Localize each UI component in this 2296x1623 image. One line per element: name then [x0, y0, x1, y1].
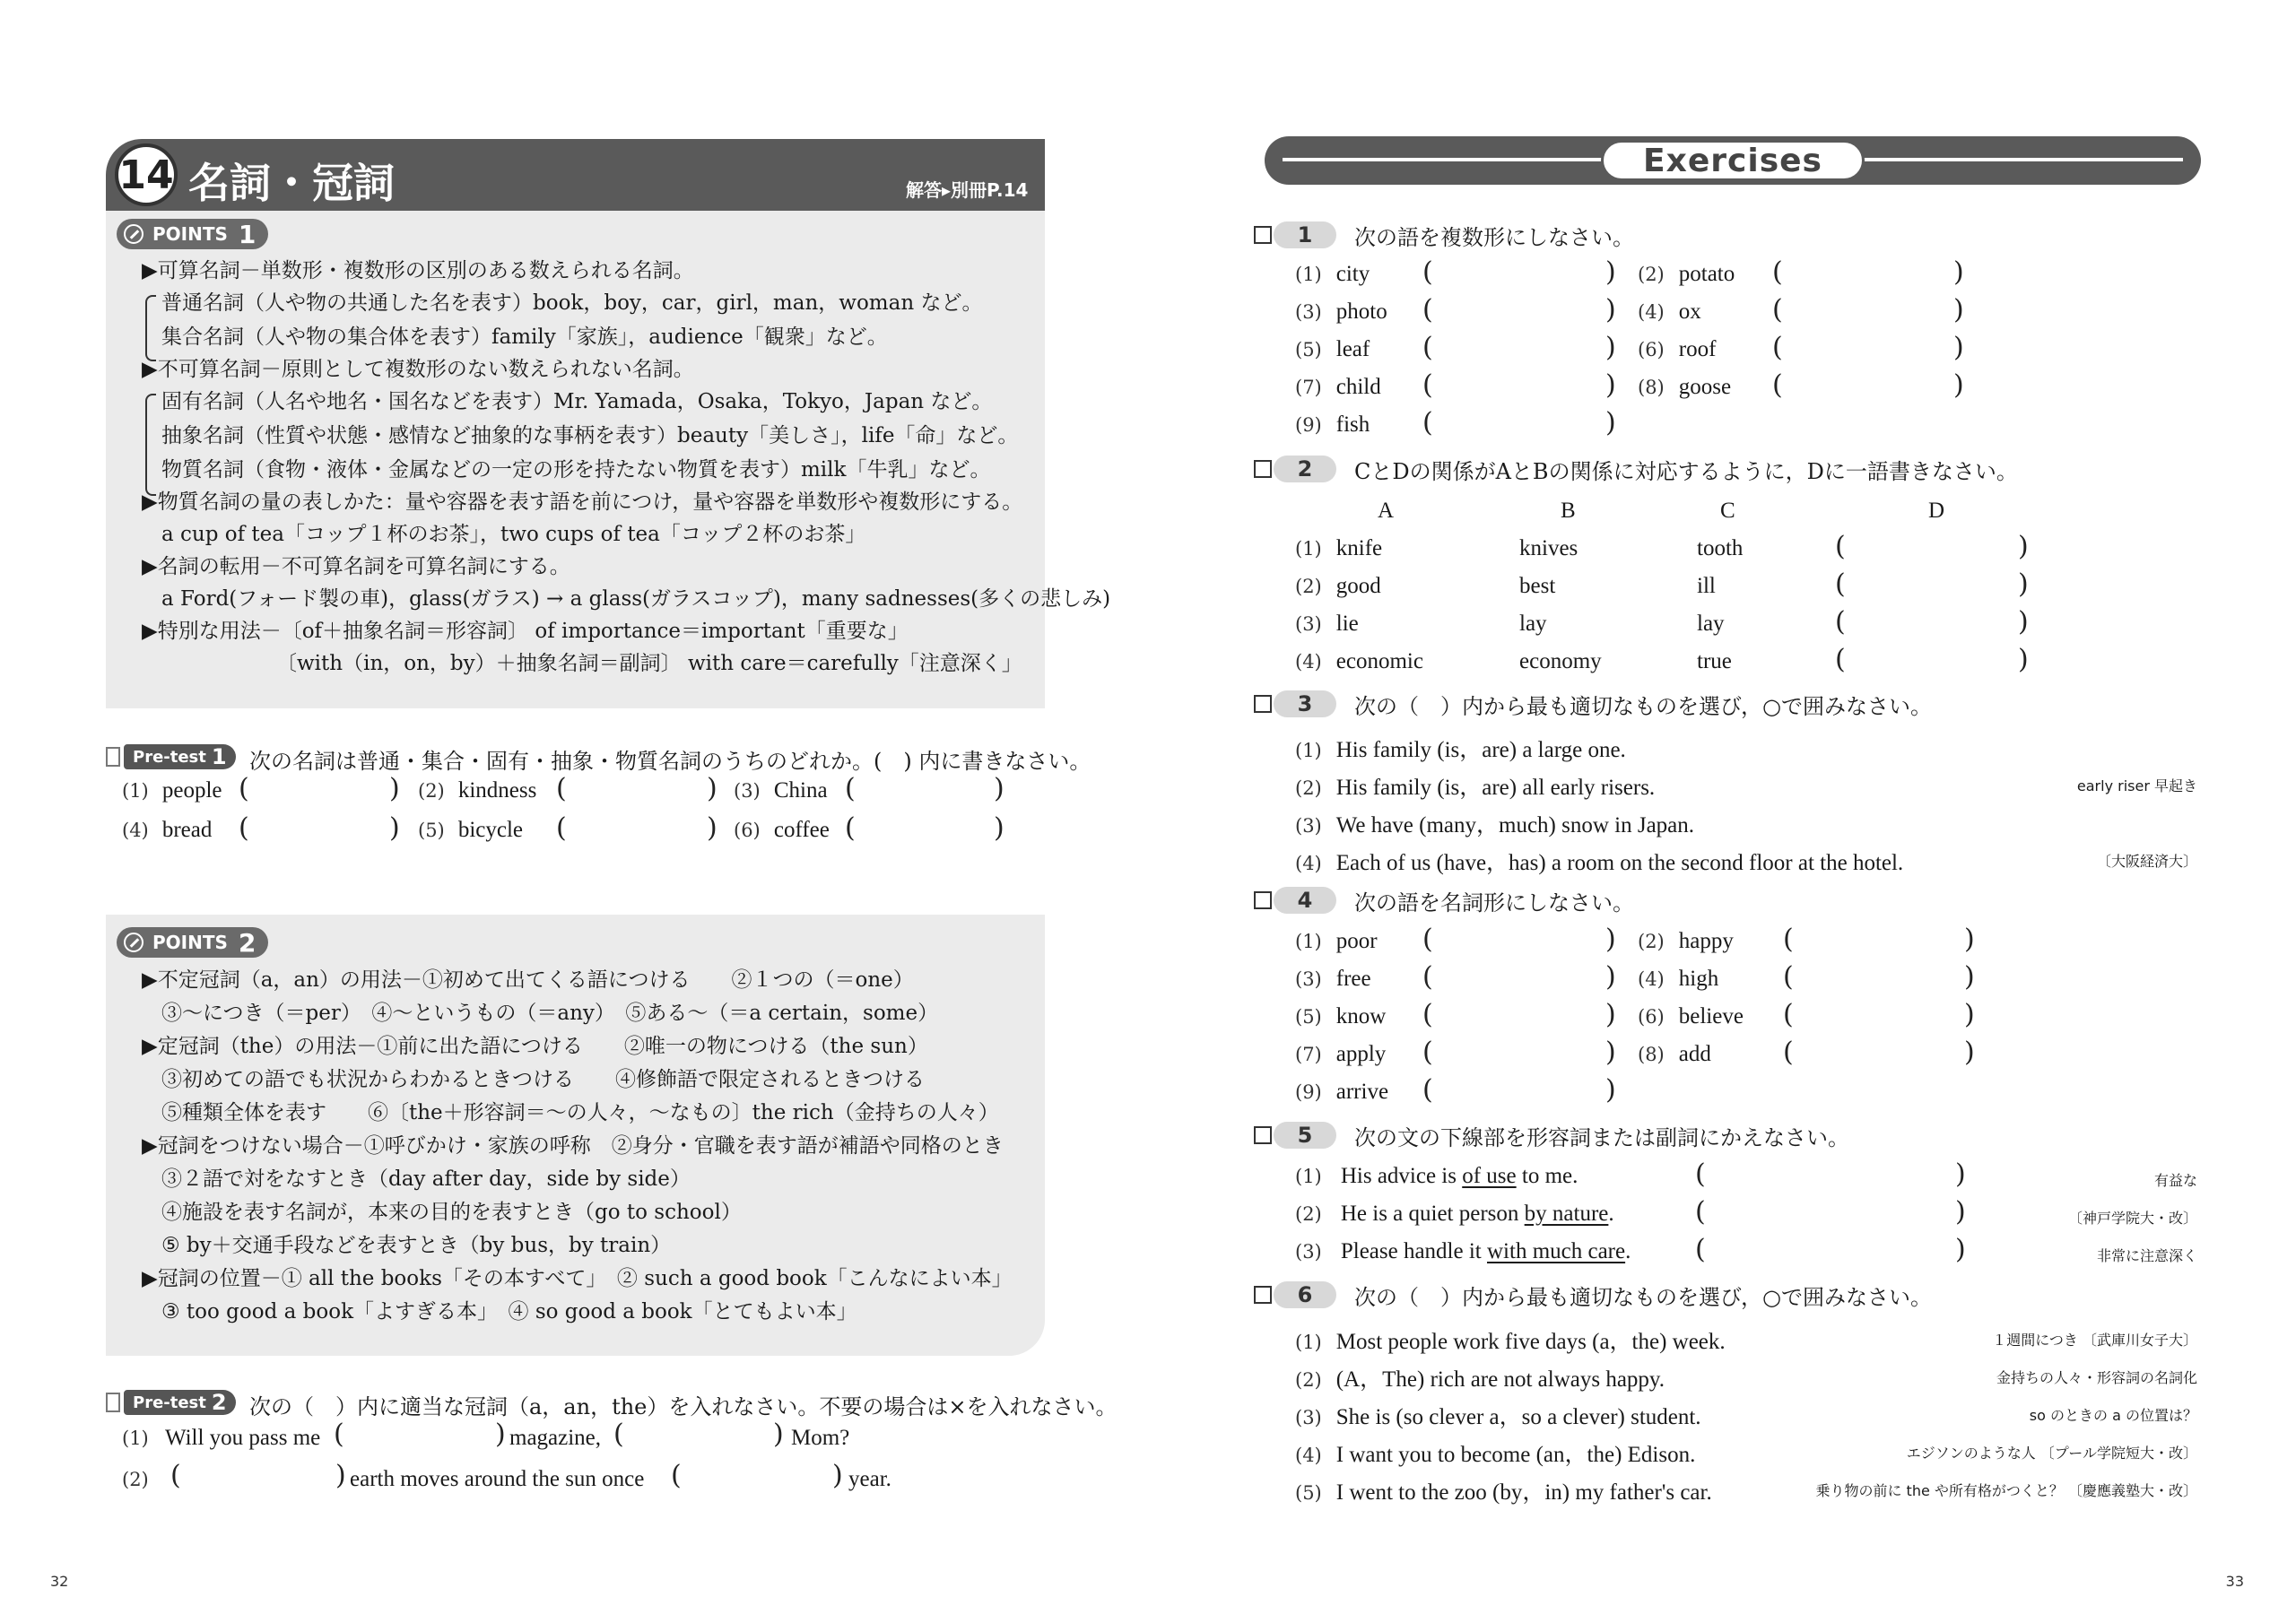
page-number-right: 33 — [2225, 1573, 2244, 1590]
exercise-checkbox[interactable] — [1254, 226, 1272, 244]
sentence-part: to me. — [1516, 1164, 1578, 1188]
answer-blank[interactable]: ( — [1422, 1037, 1433, 1068]
item-sentence: I went to the zoo (by，in) my father's car. — [1335, 1480, 1712, 1505]
item-word: China — [773, 778, 828, 803]
answer-blank[interactable]: ( — [1422, 961, 1433, 993]
points-line: ▶名詞の転用－不可算名詞を可算名詞にする。 — [142, 555, 570, 578]
exercise-item — [1638, 375, 1731, 400]
answer-blank-end: ) — [2018, 606, 2029, 638]
exercise-item — [1295, 807, 1694, 839]
unit-number: 14 — [115, 143, 178, 206]
answer-blank-end: ) — [1955, 1196, 1966, 1228]
exercise-instruction: 次の（ ）内から最も適切なものを選び，○で囲みなさい。 — [1354, 1285, 1932, 1310]
answer-blank-end: ) — [2018, 531, 2029, 562]
item-note: early riser 早起き — [2076, 777, 2197, 794]
exercise-item — [1295, 375, 1381, 400]
answer-blank[interactable]: ( — [613, 1419, 624, 1450]
exercise-item — [1295, 1004, 1386, 1029]
item-word: bread — [161, 818, 213, 842]
item-number: (2) — [122, 1469, 149, 1490]
table-row — [1295, 649, 1423, 674]
exercises-title: Exercises — [1601, 140, 1865, 181]
answer-blank-end: ) — [1605, 1037, 1616, 1068]
answer-blank[interactable]: ( — [1695, 1196, 1706, 1228]
answer-blank[interactable]: ( — [1783, 999, 1794, 1030]
answer-blank-end: ) — [1605, 369, 1616, 401]
points-line: a Ford(フォード製の車)，glass(ガラス) → a glass(ガラスコップ)，many sadnesses(多くの悲しみ) — [161, 587, 1111, 611]
item-note: 有益な — [2153, 1172, 2197, 1189]
item-number: (8) — [1638, 377, 1665, 398]
answer-blank[interactable]: ( — [1422, 332, 1433, 363]
answer-blank-end: ) — [1964, 961, 1975, 993]
answer-blank[interactable]: ( — [1835, 531, 1846, 562]
points-line: ▶特別な用法－〔of＋抽象名詞＝形容詞〕 of importance＝important「重要な」 — [142, 620, 909, 643]
underlined-phrase: by nature — [1524, 1202, 1609, 1226]
exercise-item — [1295, 262, 1370, 287]
item-word: goose — [1678, 375, 1732, 399]
item-number: (3) — [1295, 815, 1322, 837]
points-line: ⑤ by＋交通手段などを表すとき（by bus，by train） — [161, 1234, 672, 1257]
cell-c: lay — [1697, 612, 1725, 636]
sentence-part: His advice is — [1340, 1164, 1463, 1188]
points-line: ▶不定冠詞（a，an）の用法－①初めて出てくる語につける ②１つの（＝one） — [142, 968, 914, 992]
item-word: add — [1678, 1042, 1711, 1066]
item-number: (2) — [1638, 931, 1665, 952]
exercise-instruction: 次の語を名詞形にしなさい。 — [1354, 890, 1634, 916]
cell-c: ill — [1697, 574, 1716, 598]
points-line: ③２語で対をなすとき（day after day，side by side） — [161, 1167, 691, 1191]
points-2-number: 2 — [238, 927, 257, 958]
item-number: (1) — [122, 780, 149, 802]
answer-blank-end: ) — [2018, 568, 2029, 600]
column-header: B — [1561, 499, 1576, 523]
item-word: apply — [1335, 1042, 1387, 1066]
pretest-2-label: Pre-test — [133, 1393, 206, 1412]
item-number: (4) — [1295, 1445, 1322, 1466]
answer-blank-end: ) — [994, 773, 1004, 804]
item-number: (6) — [1638, 339, 1665, 360]
points-line: ▶物質名詞の量の表しかた：量や容器を表す語を前につけ，量や容器を単数形や複数形にする。 — [142, 490, 1023, 514]
answer-blank[interactable]: ( — [1422, 256, 1433, 288]
underlined-phrase: of use — [1462, 1164, 1517, 1188]
item-number: (3) — [1295, 1407, 1322, 1428]
exercise-checkbox[interactable] — [1254, 1126, 1272, 1144]
points-line: ③ too good a book「よすぎる本」 ④ so good a book「とてもよい本」 — [161, 1300, 857, 1324]
sentence-part: Mom? — [791, 1426, 850, 1450]
item-sentence: I want you to become (an，the) Edison. — [1335, 1443, 1696, 1467]
points-1-number: 1 — [238, 219, 257, 249]
sentence-part: Will you pass me — [165, 1426, 321, 1450]
answer-blank-end: ) — [773, 1419, 784, 1450]
exercise-number: 6 — [1274, 1281, 1336, 1308]
answer-blank[interactable]: ( — [1422, 999, 1433, 1030]
pretest-1-item — [418, 818, 523, 843]
points-line: 物質名詞（食物・液体・金属などの一定の形を持たない物質を表す）milk「牛乳」など。 — [161, 458, 991, 482]
points-line: ③～につき（＝per） ④～というもの（＝any） ⑤ある～（＝a certain，some） — [161, 1002, 939, 1025]
answer-blank-end: ) — [389, 812, 400, 844]
exercise-checkbox[interactable] — [1254, 460, 1272, 478]
cell-b: best — [1519, 574, 1556, 598]
page-number-left: 32 — [50, 1573, 69, 1590]
exercise-item — [1295, 929, 1378, 954]
table-row — [1295, 574, 1381, 599]
item-word: roof — [1678, 337, 1717, 361]
item-number: (1) — [1295, 1166, 1322, 1187]
unit-title: 名詞・冠詞 — [188, 159, 395, 207]
answer-blank-end: ) — [389, 773, 400, 804]
sentence-part: year. — [848, 1467, 891, 1491]
sentence-part: earth moves around the sun once — [350, 1467, 645, 1491]
answer-blank[interactable]: ( — [334, 1419, 344, 1450]
item-number: (9) — [1295, 414, 1322, 436]
points-2-content — [142, 967, 1013, 1325]
answer-blank[interactable]: ( — [845, 812, 856, 844]
answer-blank-end: ) — [495, 1419, 506, 1450]
pretest-1-instruction: 次の名詞は普通・集合・固有・抽象・物質名詞のうちのどれか。( ) 内に書きなさい。 — [249, 749, 1091, 774]
item-number: (5) — [418, 820, 445, 841]
item-word: kindness — [457, 778, 537, 803]
sentence-part: Please handle it — [1340, 1239, 1487, 1263]
answer-blank-end: ) — [1953, 332, 1964, 363]
exercise-item — [1638, 929, 1734, 954]
exercise-checkbox[interactable] — [1254, 1286, 1272, 1304]
item-note: １週間につき 〔武庫川女子大〕 — [1992, 1332, 2197, 1349]
item-word: know — [1335, 1004, 1387, 1028]
item-word: child — [1335, 375, 1381, 399]
item-number: (5) — [1295, 1482, 1322, 1504]
points-line: 集合名詞（人や物の集合体を表す）family「家族」，audience「観衆」など。 — [161, 325, 888, 349]
cell-c: tooth — [1697, 536, 1744, 560]
item-number: (9) — [1295, 1081, 1322, 1103]
exercise-item — [1295, 1324, 1726, 1356]
exercise-instruction: CとDの関係がAとBの関係に対応するように，Dに一語書きなさい。 — [1354, 459, 2018, 484]
item-number: (2) — [1295, 1203, 1322, 1225]
answer-blank[interactable]: ( — [556, 812, 567, 844]
exercise-item — [1295, 1399, 1701, 1431]
exercise-item — [1638, 337, 1716, 362]
pretest-2-instruction: 次の（ ）内に適当な冠詞（a，an，the）を入れなさい。不要の場合は×を入れなさい。 — [249, 1394, 1118, 1419]
item-number: (3) — [1295, 968, 1322, 990]
exercise-checkbox[interactable] — [1254, 891, 1272, 909]
sentence-part: . — [1625, 1239, 1631, 1263]
exercise-number: 1 — [1274, 221, 1336, 248]
item-word: arrive — [1335, 1080, 1389, 1104]
pencil-icon — [124, 224, 144, 244]
exercise-item — [1638, 262, 1735, 287]
item-word: leaf — [1335, 337, 1370, 361]
item-number: (1) — [1295, 740, 1322, 761]
item-note: 非常に注意深く — [2096, 1247, 2197, 1264]
answer-blank-end: ) — [1953, 294, 1964, 325]
exercise-item — [1295, 1436, 1695, 1469]
answer-blank[interactable]: ( — [1783, 924, 1794, 955]
answer-blank[interactable]: ( — [1835, 644, 1846, 675]
item-number: (1) — [1295, 1332, 1322, 1353]
exercise-item — [1295, 337, 1370, 362]
item-number: (2) — [1295, 576, 1322, 597]
answer-blank[interactable]: ( — [1772, 332, 1783, 363]
sentence-part: magazine, — [509, 1426, 602, 1450]
answer-blank-end: ) — [1605, 332, 1616, 363]
exercise-item — [1638, 299, 1701, 325]
item-number: (1) — [1295, 538, 1322, 560]
points-2-label: POINTS — [152, 932, 228, 953]
answer-blank[interactable]: ( — [170, 1460, 181, 1491]
answer-blank[interactable]: ( — [1422, 1074, 1433, 1106]
exercise-item — [1295, 845, 1903, 877]
item-number: (6) — [1638, 1006, 1665, 1028]
item-number: (5) — [1295, 339, 1322, 360]
answer-blank-end: ) — [1955, 1159, 1966, 1190]
cell-a: good — [1335, 574, 1381, 598]
item-sentence: (A，The) rich are not always happy. — [1335, 1367, 1665, 1392]
item-number: (2) — [1295, 777, 1322, 799]
answer-reference: 解答▸別冊P.14 — [906, 179, 1029, 201]
pretest-1-badge — [124, 744, 236, 769]
points-line: 普通名詞（人や物の共通した名を表す）book，boy，car，girl，man，woman など。 — [161, 291, 983, 315]
points-line: ④施設を表す名詞が，本来の目的を表すとき（go to school） — [161, 1201, 742, 1224]
answer-blank[interactable]: ( — [1772, 256, 1783, 288]
item-note: 〔大阪経済大〕 — [2096, 853, 2197, 870]
points-1-badge — [117, 219, 268, 249]
answer-blank[interactable]: ( — [1772, 294, 1783, 325]
item-word: believe — [1678, 1004, 1744, 1028]
pretest-1-number: 1 — [211, 744, 227, 769]
answer-blank-end: ) — [1964, 924, 1975, 955]
item-number: (6) — [734, 820, 761, 841]
brace — [145, 295, 156, 361]
points-line: 固有名詞（人名や地名・国名などを表す）Mr. Yamada，Osaka，Tokyo，Japan など。 — [161, 390, 993, 413]
cell-a: lie — [1335, 612, 1359, 636]
table-row — [1295, 612, 1359, 637]
item-number: (7) — [1295, 377, 1322, 398]
answer-blank[interactable]: ( — [1695, 1159, 1706, 1190]
exercise-item — [1295, 1164, 1578, 1189]
item-number: (1) — [1295, 264, 1322, 285]
exercise-instruction: 次の（ ）内から最も適切なものを選び，○で囲みなさい。 — [1354, 694, 1932, 719]
exercise-item — [1295, 412, 1370, 438]
item-number: (4) — [1638, 301, 1665, 323]
exercise-item — [1295, 1239, 1631, 1264]
item-note: 〔神戸学院大・改〕 — [2067, 1210, 2197, 1227]
item-number: (1) — [122, 1428, 149, 1449]
item-number: (4) — [122, 820, 149, 841]
exercise-item — [1295, 967, 1371, 992]
item-word: coffee — [773, 818, 830, 842]
document-icon — [106, 747, 120, 767]
answer-blank[interactable]: ( — [1772, 369, 1783, 401]
item-number: (1) — [1295, 931, 1322, 952]
pretest-2-badge — [124, 1390, 236, 1415]
column-header: C — [1720, 499, 1735, 523]
exercise-item — [1295, 1474, 1712, 1506]
item-note: 乗り物の前に the や所有格がつくと？ 〔慶應義塾大・改〕 — [1815, 1482, 2197, 1499]
item-word: poor — [1335, 929, 1378, 953]
points-1-content — [142, 257, 1110, 677]
points-line: ⑤種類全体を表す ⑥〔the＋形容詞＝～の人々，～なもの〕the rich（金持ちの人々） — [161, 1101, 999, 1124]
pretest-1-label: Pre-test — [133, 747, 206, 767]
item-sentence: His family (is，are) all early risers. — [1335, 776, 1656, 800]
points-2-badge — [117, 927, 268, 958]
column-header: A — [1378, 499, 1395, 523]
item-number: (3) — [1295, 613, 1322, 635]
answer-blank[interactable]: ( — [239, 773, 249, 804]
cell-b: knives — [1519, 536, 1578, 560]
answer-blank-end: ) — [994, 812, 1004, 844]
sentence-part: . — [1608, 1202, 1614, 1226]
points-line: ▶不可算名詞－原則として複数形のない数えられない名詞。 — [142, 358, 694, 381]
exercise-item — [1295, 1042, 1386, 1067]
answer-blank[interactable]: ( — [1422, 924, 1433, 955]
cell-b: lay — [1519, 612, 1547, 636]
exercise-item — [1295, 299, 1387, 325]
answer-blank-end: ) — [832, 1460, 843, 1491]
exercise-item — [1638, 1004, 1744, 1029]
answer-blank[interactable]: ( — [1835, 568, 1846, 600]
brace — [145, 394, 156, 496]
exercise-checkbox[interactable] — [1254, 695, 1272, 713]
exercise-item — [1295, 1080, 1388, 1105]
item-number: (5) — [1295, 1006, 1322, 1028]
item-sentence: Most people work five days (a，the) week. — [1335, 1330, 1726, 1354]
item-sentence: She is (so clever a，so a clever) student. — [1335, 1405, 1701, 1429]
answer-blank-end: ) — [1605, 961, 1616, 993]
exercise-item — [1295, 732, 1626, 764]
item-number: (2) — [1295, 1369, 1322, 1391]
item-word: bicycle — [457, 818, 524, 842]
exercise-instruction: 次の語を複数形にしなさい。 — [1354, 225, 1634, 250]
answer-blank[interactable]: ( — [239, 812, 249, 844]
item-word: city — [1335, 262, 1370, 286]
item-number: (3) — [1295, 1241, 1322, 1263]
item-word: ox — [1678, 299, 1701, 324]
item-word: people — [161, 778, 222, 803]
answer-blank[interactable]: ( — [671, 1460, 682, 1491]
answer-blank-end: ) — [707, 773, 718, 804]
answer-blank-end: ) — [1953, 369, 1964, 401]
answer-blank[interactable]: ( — [556, 773, 567, 804]
answer-blank-end: ) — [1605, 1074, 1616, 1106]
item-note: エジソンのような人 〔プール学院短大・改〕 — [1906, 1445, 2197, 1462]
cell-a: economic — [1335, 649, 1423, 673]
item-number: (4) — [1638, 968, 1665, 990]
item-sentence: We have (many，much) snow in Japan. — [1335, 813, 1695, 838]
item-note: 金持ちの人々・形容詞の名詞化 — [1996, 1369, 2197, 1386]
points-line: 抽象名詞（性質や状態・感情など抽象的な事柄を表す）beauty「美しさ」，life「命」など。 — [161, 424, 1019, 447]
points-line: a cup of tea「コップ１杯のお茶」，two cups of tea「コップ２杯のお茶」 — [161, 523, 866, 546]
cell-a: knife — [1335, 536, 1383, 560]
item-word: fish — [1335, 412, 1370, 437]
item-number: (4) — [1295, 853, 1322, 874]
answer-blank-end: ) — [707, 812, 718, 844]
answer-blank[interactable]: ( — [1422, 369, 1433, 401]
cell-b: economy — [1519, 649, 1602, 673]
item-number: (3) — [734, 780, 761, 802]
points-line: ▶定冠詞（the）の用法－①前に出た語につける ②唯一の物につける（the sun） — [142, 1035, 928, 1058]
pretest-1-item — [734, 818, 830, 843]
table-row — [1295, 536, 1382, 561]
document-icon — [106, 1393, 120, 1412]
points-line: ▶冠詞をつけない場合－①呼びかけ・家族の呼称 ②身分・官職を表す語が補語や同格のとき — [142, 1134, 1004, 1158]
answer-blank-end: ) — [1605, 407, 1616, 438]
sentence-part: He is a quiet person — [1340, 1202, 1525, 1226]
pretest-2-number: 2 — [211, 1390, 227, 1415]
exercise-item — [1295, 1361, 1665, 1393]
exercise-number: 3 — [1274, 690, 1336, 717]
exercise-number: 5 — [1274, 1122, 1336, 1149]
points-line: ▶冠詞の位置－① all the books「その本すべて」 ② such a good book「こんなによい本」 — [142, 1267, 1013, 1290]
item-number: (7) — [1295, 1044, 1322, 1065]
item-word: photo — [1335, 299, 1387, 324]
answer-blank[interactable]: ( — [1695, 1234, 1706, 1265]
item-number: (4) — [1295, 651, 1322, 673]
item-number: (2) — [418, 780, 445, 802]
cell-c: true — [1697, 649, 1732, 673]
item-word: high — [1678, 967, 1719, 991]
underlined-phrase: with much care — [1487, 1239, 1626, 1263]
column-header: D — [1928, 499, 1945, 523]
item-word: happy — [1678, 929, 1734, 953]
item-sentence: Each of us (have，has) a room on the second floor at the hotel. — [1335, 851, 1904, 875]
points-line: ③初めての語でも状況からわかるときつける ④修飾語で限定されるときつける — [161, 1068, 925, 1091]
item-note: so のときの a の位置は？ — [2029, 1407, 2197, 1424]
points-line: 〔with（in，on，by）＋抽象名詞＝副詞〕 with care＝carefully「注意深く」 — [276, 652, 1022, 675]
item-number: (3) — [1295, 301, 1322, 323]
item-sentence: His family (is，are) a large one. — [1335, 738, 1626, 762]
answer-blank[interactable]: ( — [1422, 407, 1433, 438]
answer-blank-end: ) — [1955, 1234, 1966, 1265]
answer-blank-end: ) — [1605, 999, 1616, 1030]
pencil-icon — [124, 933, 144, 952]
answer-blank-end: ) — [1964, 999, 1975, 1030]
answer-blank[interactable]: ( — [1835, 606, 1846, 638]
answer-blank-end: ) — [2018, 644, 2029, 675]
pretest-1-item — [418, 778, 536, 803]
answer-blank[interactable]: ( — [845, 773, 856, 804]
pretest-1-item — [122, 818, 212, 843]
answer-blank[interactable]: ( — [1422, 294, 1433, 325]
answer-blank-end: ) — [1953, 256, 1964, 288]
exercise-number: 2 — [1274, 456, 1336, 482]
exercise-number: 4 — [1274, 887, 1336, 914]
exercise-item — [1638, 967, 1718, 992]
answer-blank[interactable]: ( — [1783, 961, 1794, 993]
answer-blank-end: ) — [1605, 294, 1616, 325]
answer-blank-end: ) — [1605, 924, 1616, 955]
item-word: free — [1335, 967, 1371, 991]
points-line: ▶可算名詞－単数形・複数形の区別のある数えられる名詞。 — [142, 259, 694, 282]
exercise-item — [1638, 1042, 1711, 1067]
item-word: potato — [1678, 262, 1735, 286]
item-number: (2) — [1638, 264, 1665, 285]
answer-blank-end: ) — [1964, 1037, 1975, 1068]
exercise-instruction: 次の文の下線部を形容詞または副詞にかえなさい。 — [1354, 1125, 1849, 1150]
item-number: (8) — [1638, 1044, 1665, 1065]
pretest-1-item — [734, 778, 828, 803]
points-1-label: POINTS — [152, 223, 228, 245]
pretest-1-item — [122, 778, 222, 803]
exercise-item — [1295, 769, 1655, 802]
answer-blank-end: ) — [335, 1460, 346, 1491]
answer-blank[interactable]: ( — [1783, 1037, 1794, 1068]
exercise-item — [1295, 1202, 1614, 1227]
answer-blank-end: ) — [1605, 256, 1616, 288]
